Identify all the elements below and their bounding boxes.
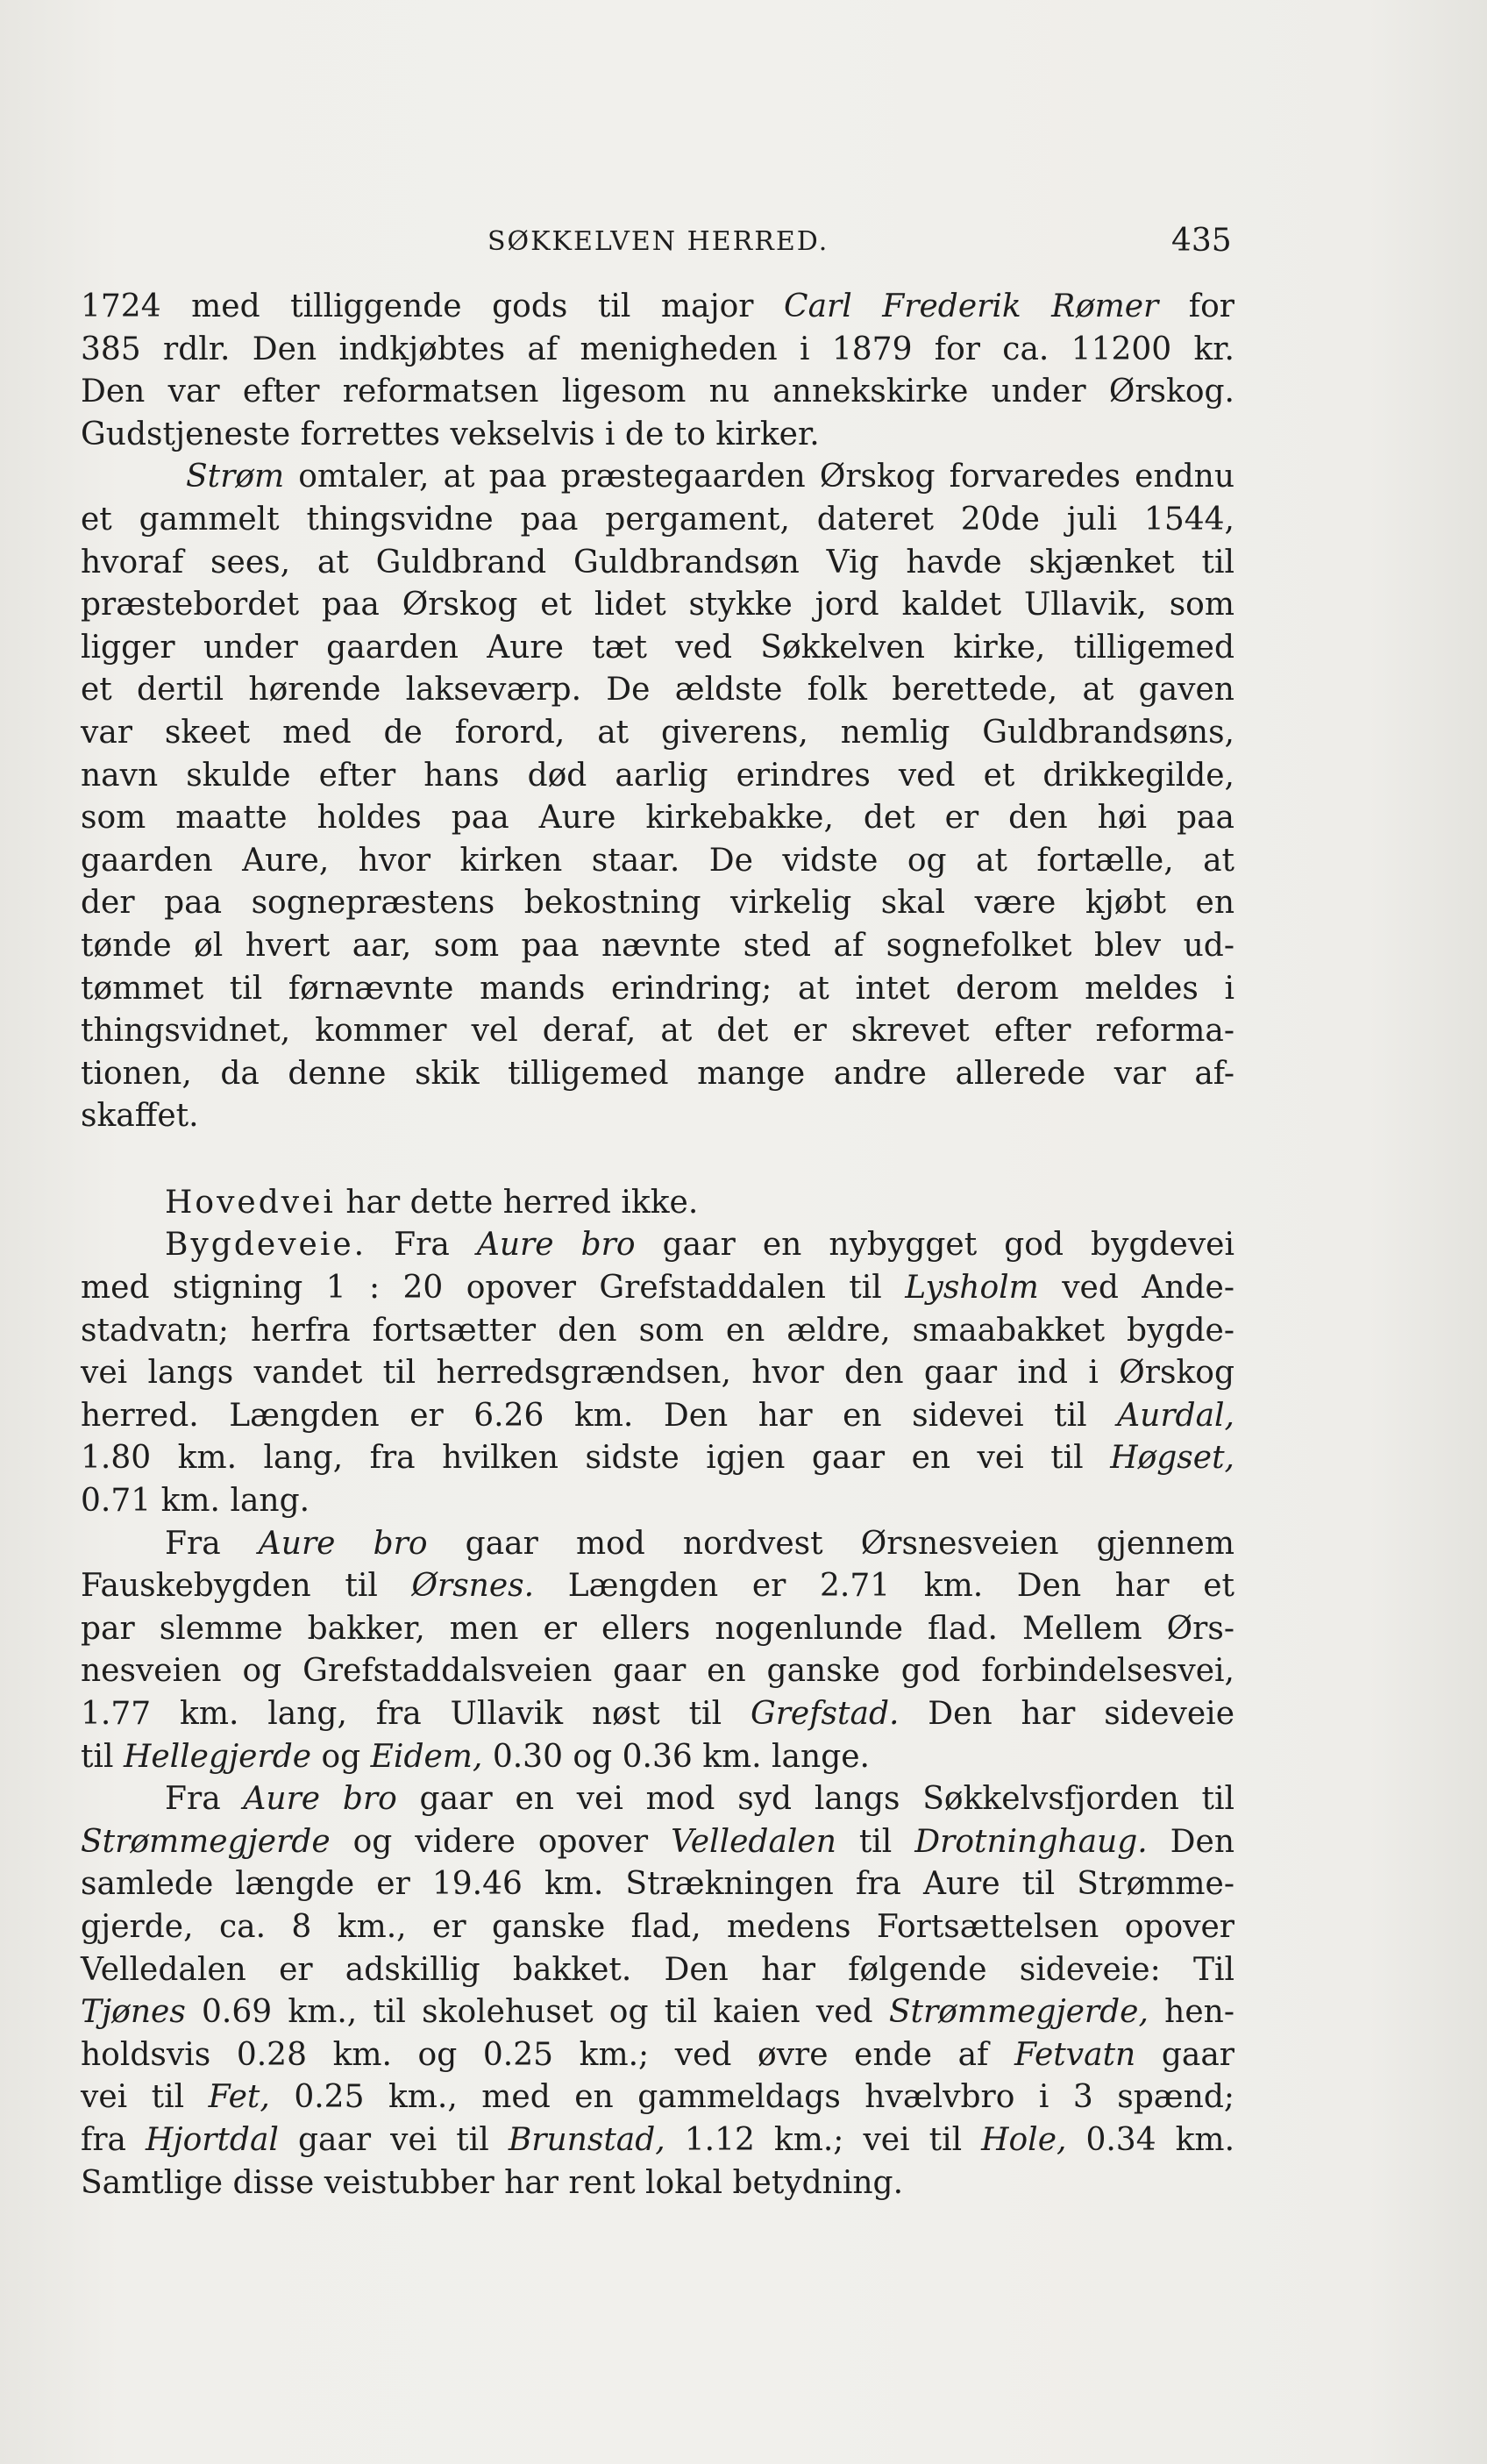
text-line: gjerde, ca. 8 km., er ganske flad, medens Fortsættelsen opover [81, 1908, 1234, 1945]
body-text [81, 286, 1234, 2204]
text-line: tønde øl hvert aar, som paa nævnte sted af sognefolket blev ud- [81, 927, 1234, 964]
text-line: 1724 med tilliggende gods til major Carl Frederik Rømer for [81, 288, 1235, 324]
text-line: thingsvidnet, kommer vel deraf, at det er skrevet efter reforma- [81, 1013, 1234, 1050]
text-line: var skeet med de forord, at giverens, nemlig Guldbrandsøns, [81, 714, 1234, 751]
text-line: Gudstjeneste forrettes vekselvis i de to kirker. [81, 416, 820, 452]
text-line: holdsvis 0.28 km. og 0.25 km.; ved øvre ende af Fetvatn gaar [81, 2036, 1234, 2073]
text-line: nesveien og Grefstaddalsveien gaar en ganske god forbindelsesvei, [81, 1653, 1234, 1690]
text-line: herred. Længden er 6.26 km. Den har en sidevei til Aurdal, [81, 1397, 1234, 1434]
section-label-bygdeveie: Bygdeveie. [165, 1227, 367, 1264]
text-line: hvoraf sees, at Guldbrand Guldbrandsøn Vig havde skjænket til [81, 544, 1234, 580]
text-line: Strøm omtaler, at paa præstegaarden Ørskog forvaredes endnu [186, 459, 1234, 495]
text-line: ligger under gaarden Aure tæt ved Søkkelven kirke, tilligemed [81, 629, 1234, 666]
text-line: der paa sognepræstens bekostning virkelig skal være kjøbt en [81, 885, 1234, 922]
text-line: navn skulde efter hans død aarlig erindres ved et drikkegilde, [81, 757, 1234, 794]
text-line: Fra Aure bro gaar en vei mod syd langs Søkkelvsfjorden til [165, 1781, 1234, 1818]
text-line: 0.71 km. lang. [81, 1483, 310, 1520]
text-line: et dertil hørende lakseværp. De ældste folk berettede, at gaven [81, 672, 1234, 709]
text-line: 1.80 km. lang, fra hvilken sidste igjen gaar en vei til Høgset, [81, 1440, 1234, 1477]
text-line: skaffet. [81, 1098, 199, 1135]
text-line: Strømmegjerde og videre opover Velledalen til Drotninghaug. Den [81, 1823, 1235, 1860]
text-line: Bygdeveie. Fra Aure bro gaar en nybygget god bygdevei [165, 1227, 1234, 1264]
text-line: tionen, da denne skik tilligemed mange andre allerede var af- [81, 1055, 1234, 1092]
text-line: Fra Aure bro gaar mod nordvest Ørsnesveien gjennem [165, 1525, 1234, 1562]
text-line: samlede længde er 19.46 km. Strækningen fra Aure til Strømme- [81, 1866, 1234, 1903]
text-line: par slemme bakker, men er ellers nogenlunde flad. Mellem Ørs- [81, 1610, 1234, 1647]
text-line: Tjønes 0.69 km., til skolehuset og til kaien ved Strømmegjerde, hen- [81, 1994, 1234, 2031]
text-line: Velledalen er adskillig bakket. Den har følgende sideveie: Til [81, 1951, 1234, 1988]
text-line: Den var efter reformatsen ligesom nu annekskirke under Ørskog. [81, 374, 1234, 410]
text-line: Hovedvei har dette herred ikke. [165, 1184, 699, 1221]
text-line: gaarden Aure, hvor kirken staar. De vidste og at fortælle, at [81, 842, 1234, 879]
text-line: vei langs vandet til herredsgrændsen, hvor den gaar ind i Ørskog [81, 1355, 1234, 1392]
text-line: 385 rdlr. Den indkjøbtes af menigheden i 1879 for ca. 11200 kr. [81, 331, 1234, 367]
text-line: et gammelt thingsvidne paa pergament, dateret 20de juli 1544, [81, 501, 1234, 538]
text-line: stadvatn; herfra fortsætter den som en ældre, smaabakket bygde- [81, 1312, 1234, 1349]
page-number: 435 [1171, 223, 1232, 259]
running-head: SØKKELVEN HERRED. [487, 226, 829, 257]
text-line: som maatte holdes paa Aure kirkebakke, det er den høi paa [81, 800, 1234, 837]
text-line: med stigning 1 : 20 opover Grefstaddalen til Lysholm ved Ande- [81, 1270, 1234, 1307]
text-line: Fauskebygden til Ørsnes. Længden er 2.71 km. Den har et [81, 1568, 1234, 1605]
section-gap [81, 1138, 1234, 1182]
text-line: tømmet til førnævnte mands erindring; at intet derom meldes i [81, 970, 1234, 1007]
section-label-hovedvei: Hovedvei [165, 1184, 336, 1221]
text-line: Samtlige disse veistubber har rent lokal betydning. [81, 2164, 904, 2201]
text-line: til Hellegjerde og Eidem, 0.30 og 0.36 km. lange. [81, 1738, 870, 1775]
text-line: vei til Fet, 0.25 km., med en gammeldags hvælvbro i 3 spænd; [81, 2079, 1234, 2116]
text-line: præstebordet paa Ørskog et lidet stykke jord kaldet Ullavik, som [81, 587, 1234, 623]
text-line: 1.77 km. lang, fra Ullavik nøst til Grefstad. Den har sideveie [81, 1696, 1234, 1732]
text-line: fra Hjortdal gaar vei til Brunstad, 1.12 km.; vei til Hole, 0.34 km. [81, 2121, 1235, 2158]
